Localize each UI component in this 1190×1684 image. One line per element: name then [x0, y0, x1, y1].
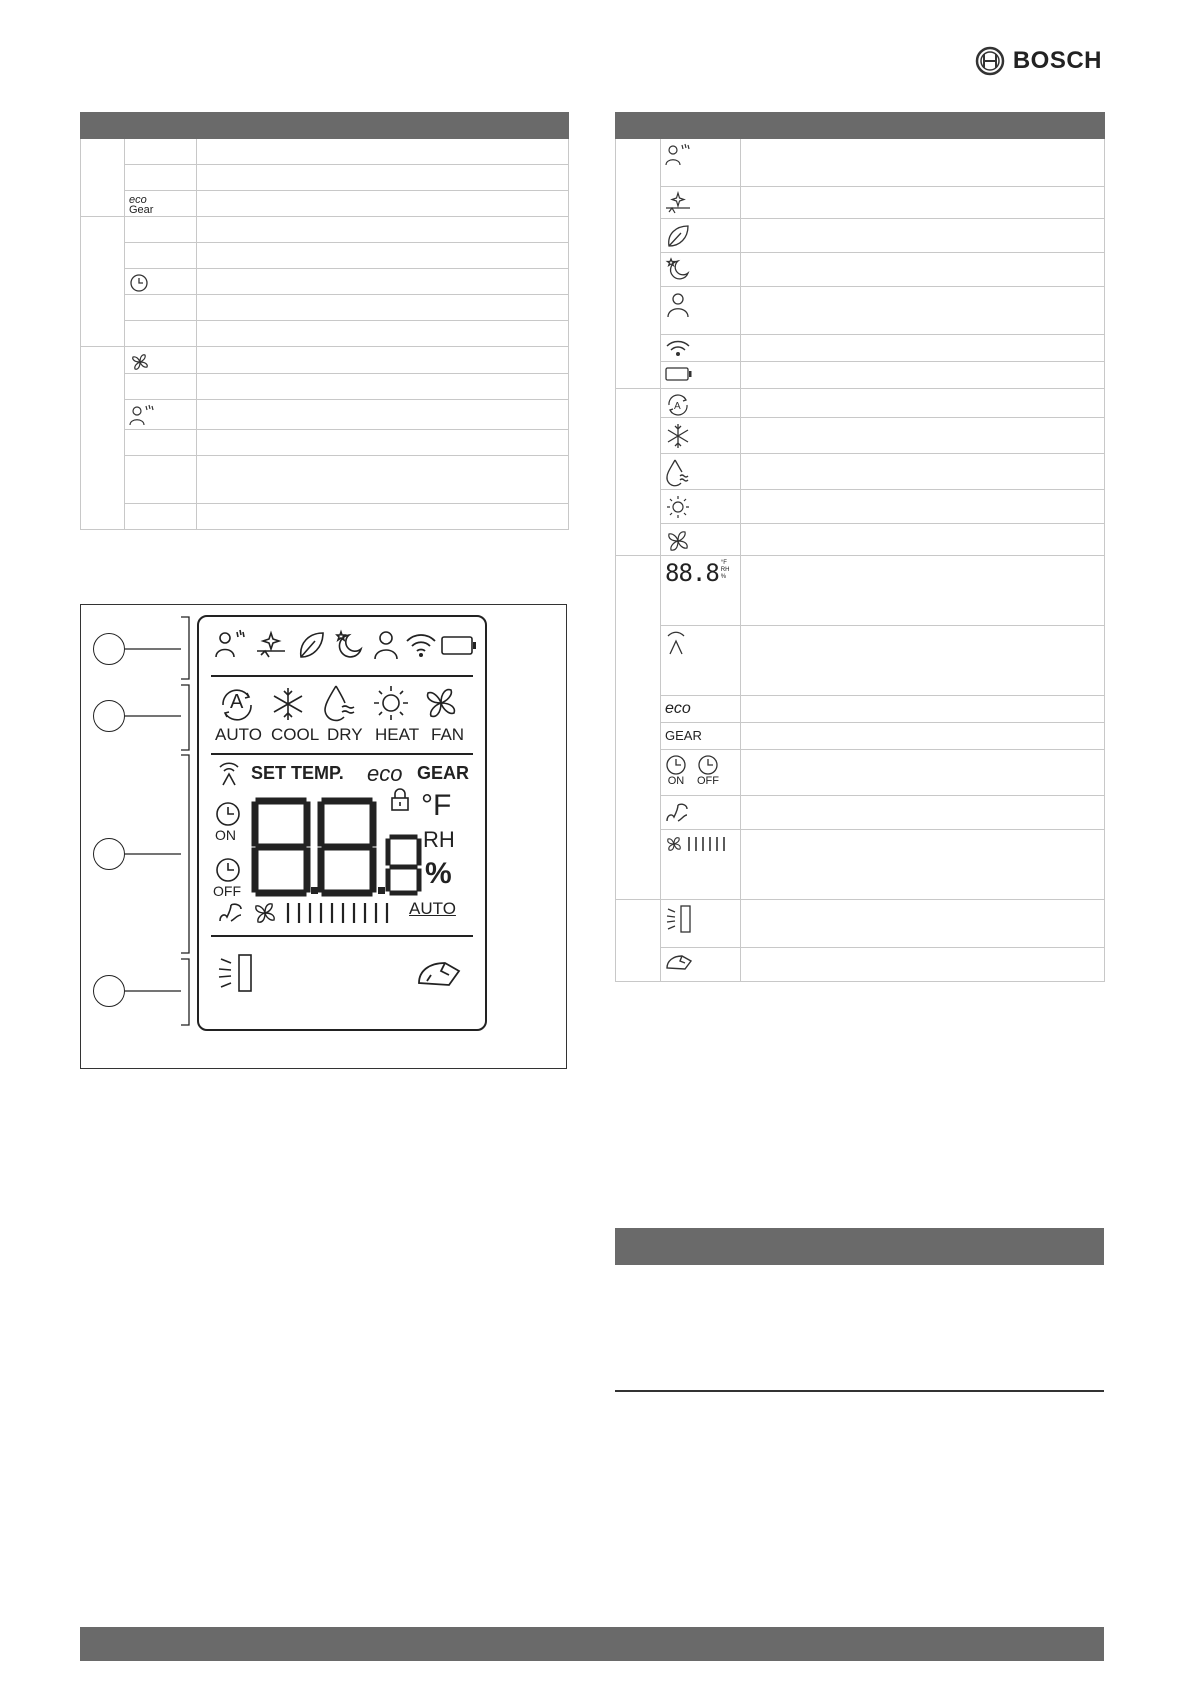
- table-row: [81, 400, 569, 430]
- table-row: [616, 187, 1105, 219]
- fan-icon: [421, 683, 461, 723]
- header-cell: [741, 113, 1105, 139]
- table-row: [81, 430, 569, 456]
- group-cell: [616, 389, 661, 556]
- brand-name: BOSCH: [1012, 47, 1102, 74]
- header-cell: [661, 113, 741, 139]
- table-row: [616, 524, 1105, 556]
- signal-icon: [217, 761, 241, 787]
- clock-icon: [125, 269, 197, 295]
- snowflake-icon: [269, 685, 307, 723]
- table-row: [616, 335, 1105, 362]
- table-row: [616, 948, 1105, 982]
- table-row: [616, 696, 1105, 723]
- snowflake-icon: [661, 418, 741, 454]
- drop-icon: [661, 454, 741, 490]
- set-temp-label: SET TEMP.: [251, 763, 344, 783]
- wifi-icon: [405, 631, 437, 659]
- person-icon: [661, 287, 741, 335]
- swing-icon: [661, 900, 741, 948]
- left-display-table: [80, 112, 569, 530]
- table-row: [616, 490, 1105, 524]
- mode-label-dry: DRY: [327, 725, 363, 744]
- table-row: [81, 217, 569, 243]
- lock-icon: [389, 787, 411, 813]
- sleep-icon: [333, 629, 365, 661]
- temperature-readout-icon: 88.8 °F RH %: [661, 556, 741, 626]
- table-header-row: [81, 113, 569, 139]
- table-row: [616, 454, 1105, 490]
- table-row: [81, 321, 569, 347]
- drop-icon: [322, 683, 356, 723]
- follow-me-icon: [125, 400, 197, 430]
- sun-icon: [661, 490, 741, 524]
- table-row: [616, 900, 1105, 948]
- self-clean-icon: [661, 187, 741, 219]
- swing-icon: [217, 951, 257, 995]
- table-row: [81, 191, 569, 217]
- timer-off-icon: [215, 857, 241, 883]
- fan-icon: [125, 347, 197, 374]
- lcd-divider: [211, 675, 473, 677]
- lcd-divider: [211, 753, 473, 755]
- signal-icon: [661, 626, 741, 696]
- table-row: [616, 253, 1105, 287]
- table-row: [616, 418, 1105, 454]
- mode-label-auto: AUTO: [215, 725, 262, 744]
- sleep-icon: [661, 253, 741, 287]
- table-row: [616, 723, 1105, 750]
- group-cell: [616, 900, 661, 982]
- fan-speed-icon: [661, 830, 741, 900]
- table-row: [616, 626, 1105, 696]
- timer-off-label: OFF: [213, 883, 241, 899]
- right-display-table: [615, 112, 1105, 982]
- gear-label: GEAR: [661, 723, 741, 750]
- unit-percent: %: [425, 857, 452, 890]
- eco-label: eco: [661, 696, 741, 723]
- unit-fahrenheit: °F: [421, 789, 452, 822]
- table-row: [616, 389, 1105, 418]
- table-header-row: [616, 113, 1105, 139]
- table-row: [616, 830, 1105, 900]
- unit-rh: RH: [423, 827, 455, 852]
- timer-on-icon: [215, 801, 241, 827]
- leaf-icon: [295, 629, 327, 661]
- eco-label: eco: [367, 761, 403, 786]
- self-clean-icon: [255, 629, 287, 661]
- table-row: [81, 456, 569, 504]
- fan-speed-bars: [285, 901, 395, 925]
- table-row: [81, 269, 569, 295]
- gear-label: GEAR: [417, 763, 470, 783]
- bosch-armature-icon: [975, 46, 1005, 76]
- leaf-icon: [661, 219, 741, 253]
- table-row: [81, 243, 569, 269]
- svg-text:A: A: [674, 401, 681, 412]
- follow-me-icon: [661, 139, 741, 187]
- remote-display-figure: [80, 604, 567, 1069]
- sun-icon: [371, 683, 411, 723]
- mode-label-heat: HEAT: [375, 725, 420, 744]
- group-cell: [616, 139, 661, 389]
- eco-gear-icon: eco Gear: [125, 191, 197, 217]
- table-row: [616, 139, 1105, 187]
- group-cell: [81, 139, 125, 217]
- fan-auto-label: AUTO: [409, 899, 456, 918]
- header-cell: [125, 113, 197, 139]
- follow-me-icon: [215, 629, 247, 661]
- turbo-icon: [217, 899, 245, 925]
- note-header-bar: [615, 1228, 1104, 1265]
- timer-on-label: ON: [215, 827, 236, 843]
- mode-label-cool: COOL: [271, 725, 320, 744]
- transmit-icon: [415, 957, 463, 991]
- lcd-screen: [197, 615, 487, 1031]
- header-cell: [616, 113, 661, 139]
- brand-logo: [975, 44, 1102, 78]
- timer-on-off-icon: ON OFF: [661, 750, 741, 796]
- group-cell: [616, 556, 661, 900]
- table-row: [616, 796, 1105, 830]
- footer-bar: [80, 1627, 1104, 1661]
- table-row: [81, 504, 569, 530]
- header-cell: [81, 113, 125, 139]
- note-rule: [615, 1390, 1104, 1392]
- table-row: [81, 139, 569, 165]
- table-row: [81, 165, 569, 191]
- turbo-icon: [661, 796, 741, 830]
- battery-icon: [441, 635, 477, 657]
- lcd-divider: [211, 935, 473, 937]
- table-row: [616, 556, 1105, 626]
- table-row: [616, 287, 1105, 335]
- wifi-icon: [661, 335, 741, 362]
- table-row: [616, 750, 1105, 796]
- person-icon: [371, 629, 401, 661]
- transmit-icon: [661, 948, 741, 982]
- table-row: [81, 347, 569, 374]
- battery-icon: [661, 362, 741, 389]
- table-row: [81, 295, 569, 321]
- fan-speed-icon: [251, 899, 279, 927]
- group-cell: [81, 217, 125, 347]
- header-cell: [197, 113, 569, 139]
- auto-glyph: A: [230, 691, 244, 713]
- table-row: [616, 219, 1105, 253]
- table-row: [616, 362, 1105, 389]
- auto-mode-icon: [661, 389, 741, 418]
- mode-label-fan: FAN: [431, 725, 465, 744]
- group-cell: [81, 347, 125, 530]
- table-row: [81, 374, 569, 400]
- fan-icon: [661, 524, 741, 556]
